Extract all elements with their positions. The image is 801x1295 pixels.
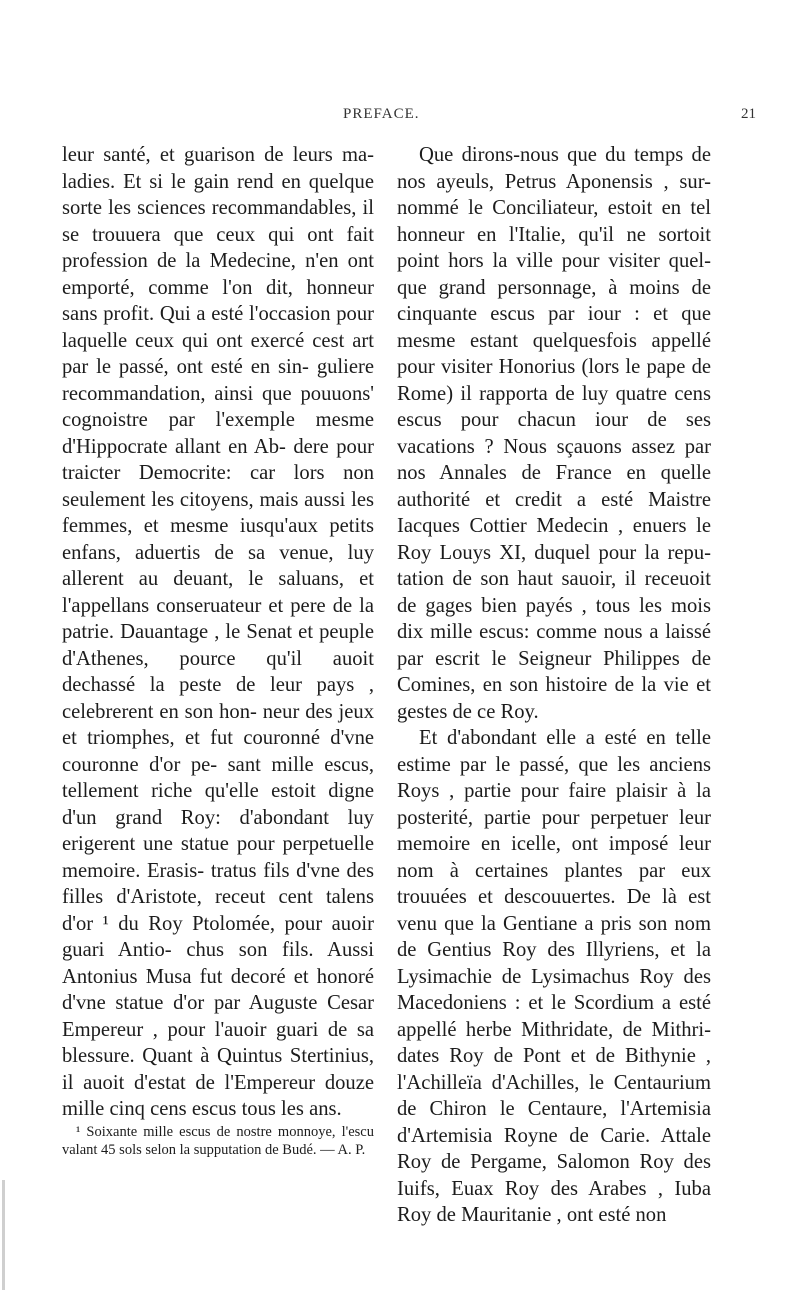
text-line: saluans, et l'appellans conseruateur — [62, 568, 374, 617]
left-paragraph — [62, 142, 374, 1123]
text-line: tratus fils d'vne des filles d'Aristote, — [62, 859, 374, 908]
text-line: point hors la ville pour visiter quel- — [397, 250, 711, 272]
text-line: Comines, en son histoire de la vie et — [397, 674, 711, 696]
text-line: d'or par Auguste Cesar Empereur , — [62, 992, 374, 1041]
right-paragraph-1 — [397, 142, 711, 725]
text-line: estime par le passé, que les anciens — [397, 753, 711, 776]
text-line: leur pays , celebrerent en son hon- — [62, 674, 374, 723]
text-line: honneur en l'Italie, qu'il ne sortoit — [397, 223, 711, 246]
right-column — [397, 142, 711, 1229]
text-line: Roys , partie pour faire plaisir à la — [397, 780, 711, 802]
text-line: l'Achilleïa d'Achilles, le Centaurium — [397, 1071, 711, 1094]
text-line: nom à certaines plantes par eux — [397, 859, 711, 882]
text-line: Lysimachie de Lysimachus Roy des — [397, 965, 711, 988]
text-line: d'estat de l'Empereur douze mille — [62, 1071, 375, 1120]
text-line: Iuifs, Euax Roy des Arabes , Iuba — [397, 1177, 711, 1200]
text-line: cinq cens escus tous les ans. — [109, 1098, 342, 1120]
text-line: sant mille escus, tellement riche — [62, 753, 374, 802]
left-column — [62, 142, 374, 1159]
text-line: couronné d'vne couronne d'or pe- — [62, 727, 375, 776]
text-line: Quant à Quintus Stertinius, il auoit — [62, 1045, 374, 1094]
text-line: de Gentius Roy des Illyriens, et la — [397, 939, 711, 961]
text-line: profession de la Medecine, n'en ont — [62, 250, 374, 272]
text-line: dix mille escus: comme nous a laissé — [397, 621, 711, 643]
text-line: chus son fils. Aussi Antonius Musa — [62, 939, 374, 988]
text-line: nos Annales de France en quelle — [397, 462, 711, 484]
text-line: leur santé, et guarison de leurs ma- — [62, 144, 374, 166]
text-line: pour laquelle ceux qui ont exercé — [62, 303, 374, 352]
text-line: de gages bien payés , tous les mois — [397, 594, 711, 617]
text-line: nommé le Conciliateur, estoit en tel — [397, 197, 711, 219]
text-line: iusqu'aux petits enfans, aduertis de — [62, 515, 374, 564]
text-line: mesme d'Hippocrate allant en Ab- — [62, 409, 374, 458]
text-line: Senat et peuple d'Athenes, pource — [62, 621, 374, 670]
text-line: venu que la Gentiane a pris son nom — [397, 912, 711, 935]
text-line: guliere recommandation, ainsi que — [62, 356, 374, 405]
text-line: Macedoniens : et le Scordium a esté — [397, 992, 711, 1014]
text-line: qu'il auoit dechassé la peste de — [62, 647, 374, 696]
text-line: et pere de la patrie. Dauantage , le — [62, 594, 374, 643]
text-line: pour visiter Honorius (lors le pape — [397, 356, 686, 378]
text-line: pour perpetuelle memoire. Erasis- — [62, 833, 374, 882]
text-line: par escrit le Seigneur Philippes de — [397, 647, 711, 670]
text-line: cest art par le passé, ont esté en sin- — [62, 329, 375, 378]
text-line: Que dirons-nous que du temps de — [419, 144, 711, 166]
text-line: sans profit. Qui a esté l'occasion — [62, 303, 331, 325]
text-line: pour l'auoir guari de sa blessure. — [62, 1018, 374, 1067]
page-header — [0, 106, 801, 130]
text-line: dates Roy de Pont et de Bithynie , — [397, 1045, 711, 1067]
text-line: nos ayeuls, Petrus Aponensis , sur- — [397, 170, 711, 193]
text-line: cinquante escus par iour : et que — [397, 303, 711, 325]
text-line: qu'elle estoit digne d'un grand Roy: — [62, 780, 374, 829]
text-line: tation de son haut sauoir, il receuoit — [397, 568, 711, 590]
footnote: ¹ Soixante mille escus de nostre monnoye, l'escu valant 45 sols selon la supputation de Budé. — A. P. — [62, 1123, 374, 1158]
text-line: de Rome) il rapporta de luy quatre — [397, 356, 711, 405]
text-line: pouuons' cognoistre par l'exemple — [62, 382, 374, 431]
text-line: fut decoré et honoré d'vne statue — [62, 965, 374, 1014]
text-line: emporté, comme l'on dit, honneur — [62, 276, 374, 299]
text-line: lors non seulement les citoyens, — [62, 462, 374, 511]
text-line: mesme estant quelquesfois appellé — [397, 329, 711, 352]
text-line: cens escus pour chacun iour de ses — [397, 382, 711, 431]
text-line: appellé herbe Mithridate, de Mithri- — [397, 1018, 711, 1041]
text-line: ladies. Et si le gain rend en quelque — [62, 170, 374, 193]
running-title: PREFACE. — [343, 106, 420, 122]
page-number: 21 — [741, 106, 756, 122]
page-edge-shadow — [2, 1180, 5, 1290]
text-line: receut cent talens d'or ¹ du Roy — [62, 886, 374, 935]
text-line: memoire en icelle, ont imposé leur — [397, 833, 711, 855]
text-line: Ptolomée, pour auoir guari Antio- — [62, 912, 374, 961]
text-line: Roy de Pergame, Salomon Roy des — [397, 1151, 711, 1173]
text-line: gestes de ce Roy. — [397, 700, 539, 723]
text-line: Iacques Cottier Medecin , enuers le — [397, 515, 711, 537]
text-line: que grand personnage, à moins de — [397, 276, 711, 299]
text-line: dere pour traicter Democrite: car — [62, 435, 374, 484]
text-line: Et d'abondant elle a esté en telle — [419, 727, 711, 749]
text-line: d'Artemisia Royne de Carie. Attale — [397, 1124, 711, 1147]
text-line: mais aussi les femmes, et mesme — [62, 488, 374, 537]
text-line: Roy Louys XI, duquel pour la repu- — [397, 541, 711, 564]
text-line: il se trouuera que ceux qui ont fait — [62, 197, 374, 246]
text-line: Roy de Mauritanie , ont esté non — [397, 1204, 667, 1226]
text-line: sa venue, luy allerent au deuant, le — [62, 541, 374, 590]
text-line: trouuées et descouuertes. De là est — [397, 886, 711, 908]
text-line: authorité et credit a esté Maistre — [397, 488, 711, 511]
text-line: vacations ? Nous sçauons assez par — [397, 435, 711, 458]
text-line: sorte les sciences recommandables, — [62, 197, 357, 219]
text-line: neur des jeux et triomphes, et fut — [62, 700, 374, 749]
text-line: d'abondant luy erigerent une statue — [62, 806, 374, 855]
text-line: posterité, partie pour perpetuer leur — [397, 806, 711, 829]
text-line: de Chiron le Centaure, l'Artemisia — [397, 1098, 711, 1120]
right-paragraph-2 — [397, 725, 711, 1229]
